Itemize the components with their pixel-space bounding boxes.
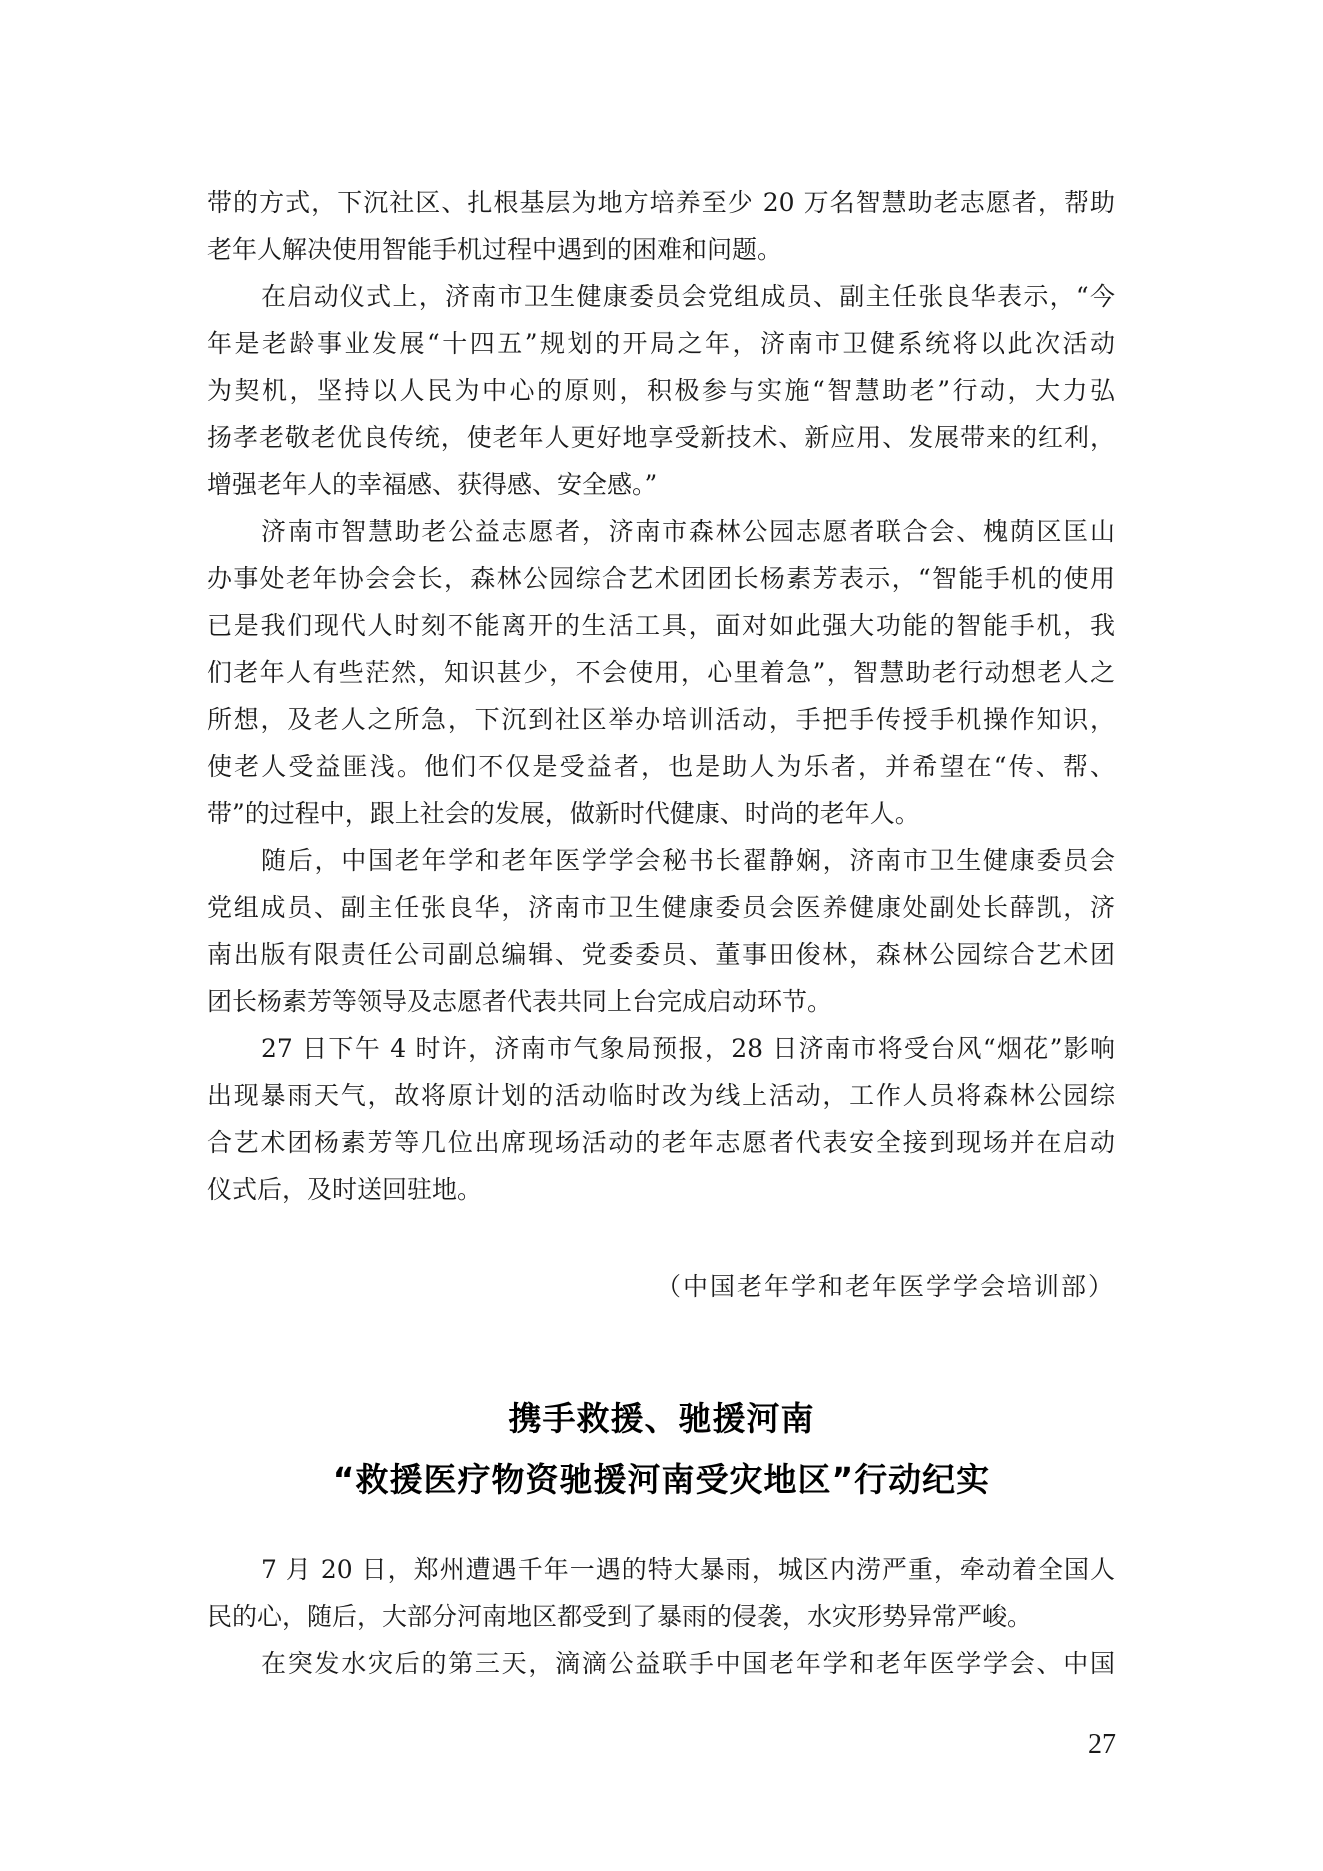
article-attribution: （中国老年学和老年医学学会培训部） bbox=[655, 1272, 1115, 1301]
text-line: 在突发水灾后的第三天，滴滴公益联手中国老年学和老年医学学会、中国 bbox=[261, 1649, 1115, 1678]
text-line: 带”的过程中，跟上社会的发展，做新时代健康、时尚的老年人。 bbox=[207, 799, 920, 828]
text-line: 老年人解决使用智能手机过程中遇到的困难和问题。 bbox=[207, 235, 783, 264]
text-line: 所想，及老人之所急，下沉到社区举办培训活动，手把手传授手机操作知识， bbox=[207, 705, 1115, 734]
text-line: 年是老龄事业发展“十四五”规划的开局之年，济南市卫健系统将以此次活动 bbox=[207, 329, 1115, 358]
text-line: 为契机，坚持以人民为中心的原则，积极参与实施“智慧助老”行动，大力弘 bbox=[207, 376, 1115, 405]
text-line: 团长杨素芳等领导及志愿者代表共同上台完成启动环节。 bbox=[207, 987, 833, 1016]
text-line: 在启动仪式上，济南市卫生健康委员会党组成员、副主任张良华表示，“今 bbox=[261, 282, 1115, 311]
text-line: 办事处老年协会会长，森林公园综合艺术团团长杨素芳表示，“智能手机的使用 bbox=[207, 564, 1115, 593]
article-title-line-2: “救援医疗物资驰援河南受灾地区”行动纪实 bbox=[332, 1460, 991, 1499]
text-line: 扬孝老敬老优良传统，使老年人更好地享受新技术、新应用、发展带来的红利， bbox=[207, 423, 1115, 452]
text-line: 带的方式，下沉社区、扎根基层为地方培养至少 20 万名智慧助老志愿者，帮助 bbox=[207, 188, 1115, 217]
text-line: 们老年人有些茫然，知识甚少，不会使用，心里着急”，智慧助老行动想老人之 bbox=[207, 658, 1115, 687]
text-line: 已是我们现代人时刻不能离开的生活工具，面对如此强大功能的智能手机，我 bbox=[207, 611, 1115, 640]
text-line: 仪式后，及时送回驻地。 bbox=[207, 1175, 483, 1204]
text-line: 济南市智慧助老公益志愿者，济南市森林公园志愿者联合会、槐荫区匡山 bbox=[261, 517, 1115, 546]
text-line: 党组成员、副主任张良华，济南市卫生健康委员会医养健康处副处长薛凯，济 bbox=[207, 893, 1115, 922]
text-line: 出现暴雨天气，故将原计划的活动临时改为线上活动，工作人员将森林公园综 bbox=[207, 1081, 1115, 1110]
text-line: 7 月 20 日，郑州遭遇千年一遇的特大暴雨，城区内涝严重，牵动着全国人 bbox=[261, 1555, 1115, 1584]
text-line: 随后，中国老年学和老年医学学会秘书长翟静娴，济南市卫生健康委员会 bbox=[261, 846, 1115, 875]
text-line: 27 日下午 4 时许，济南市气象局预报，28 日济南市将受台风“烟花”影响 bbox=[261, 1034, 1115, 1063]
text-line: 合艺术团杨素芳等几位出席现场活动的老年志愿者代表安全接到现场并在启动 bbox=[207, 1128, 1115, 1157]
article-title-line-1: 携手救援、驰援河南 bbox=[508, 1399, 815, 1438]
text-line: 使老人受益匪浅。他们不仅是受益者，也是助人为乐者，并希望在“传、帮、 bbox=[207, 752, 1115, 781]
text-line: 增强老年人的幸福感、获得感、安全感。” bbox=[207, 470, 658, 499]
page-number: 27 bbox=[1088, 1729, 1116, 1760]
text-line: 民的心，随后，大部分河南地区都受到了暴雨的侵袭，水灾形势异常严峻。 bbox=[207, 1602, 1033, 1631]
text-line: 南出版有限责任公司副总编辑、党委委员、董事田俊林，森林公园综合艺术团 bbox=[207, 940, 1115, 969]
